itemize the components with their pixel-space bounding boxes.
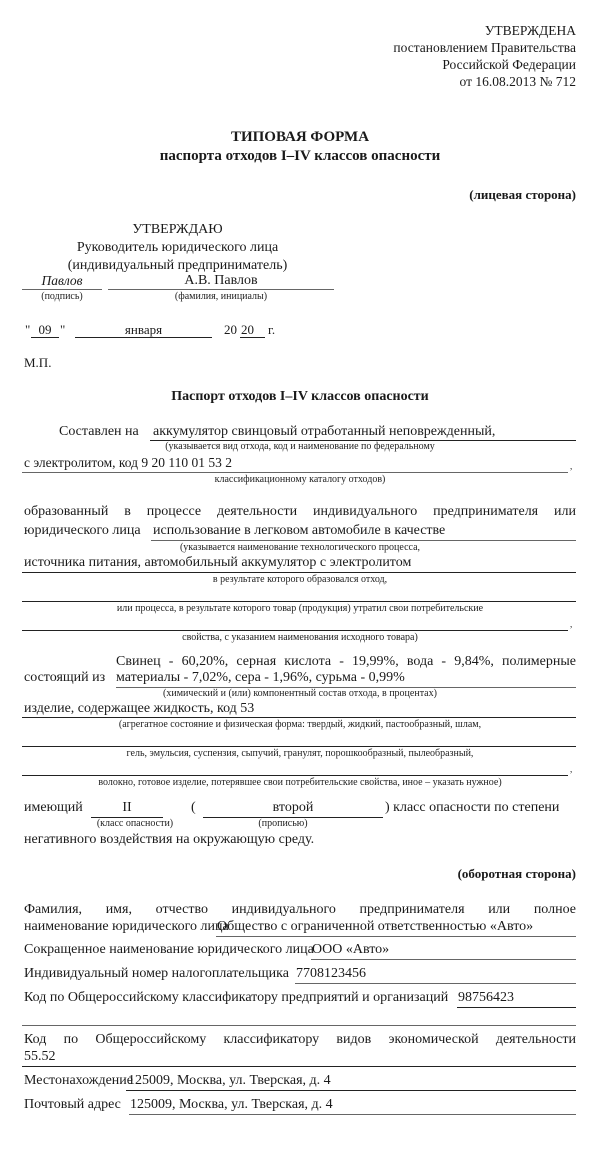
formed-in-hint4: свойства, с указанием наименования исходного товара) — [182, 632, 418, 643]
composed-for-label: Составлен на — [59, 424, 139, 439]
date-day-underline — [31, 337, 59, 338]
hazard-line2: негативного воздействия на окружающую среду. — [24, 832, 315, 847]
date-month-field[interactable]: января — [124, 322, 163, 337]
composed-for-hint1: (указывается вид отхода, код и наименование по федеральному — [165, 441, 435, 452]
approver-name-underline — [108, 289, 334, 290]
passport-title: Паспорт отходов I–IV классов опасности — [171, 389, 429, 404]
formed-in-hint2: в результате которого образовался отход, — [212, 574, 388, 585]
date-month-underline — [75, 337, 212, 338]
org-location-label: Местонахождение — [24, 1073, 134, 1088]
aggregate-state-comma: , — [570, 764, 573, 774]
date-day-field[interactable]: 09 — [38, 322, 52, 337]
hazard-words-caption: (прописью) — [258, 818, 308, 829]
formed-in-underline2 — [22, 572, 576, 573]
org-full-name-underline — [216, 936, 576, 937]
composed-for-value-line1[interactable]: аккумулятор свинцовый отработанный неповрежденный, — [153, 424, 496, 439]
org-okved-field[interactable]: 55.52 — [24, 1049, 56, 1064]
date-year-field[interactable]: 20 — [241, 322, 254, 337]
org-full-name-text: Фамилия, имя, отчество индивидуального предпринимателя или полное — [24, 902, 576, 917]
org-okved-label: Код по Общероссийскому классификатору видов экономической деятельности — [24, 1032, 576, 1047]
composed-for-value-line2[interactable]: с электролитом, код 9 20 110 01 53 2 — [24, 455, 232, 470]
composition-value-line1[interactable]: Свинец - 60,20%, серная кислота - 19,99%, вода - 9,84%, полимерные — [116, 654, 576, 669]
aggregate-state-hint3: волокно, готовое изделие, потерявшее свои потребительские свойства, иное – указать нужное) — [98, 777, 502, 788]
org-postal-underline — [129, 1114, 576, 1115]
org-inn-label: Индивидуальный номер налогоплательщика — [24, 966, 289, 981]
date-year-prefix: 20 — [224, 322, 237, 337]
org-postal-field[interactable]: 125009, Москва, ул. Тверская, д. 4 — [130, 1097, 333, 1112]
formed-in-hint3: или процесса, в результате которого товар (продукция) утратил свои потребительские — [116, 603, 484, 614]
formed-in-underline1 — [151, 540, 576, 541]
approver-name-field[interactable]: А.В. Павлов — [184, 273, 258, 288]
formed-in-underline4[interactable] — [22, 630, 568, 631]
date-quote-open: " — [25, 322, 31, 337]
composition-label: состоящий из — [24, 670, 106, 685]
form-title-line2: паспорта отходов I–IV классов опасности — [159, 148, 441, 164]
org-postal-label: Почтовый адрес — [24, 1097, 121, 1112]
aggregate-state-hint1: (агрегатное состояние и физическая форма: твердый, жидкий, пастообразный, шлам, — [118, 719, 482, 730]
org-short-name-underline — [311, 959, 576, 960]
form-title-line1: ТИПОВАЯ ФОРМА — [230, 129, 370, 145]
approver-role-line2: (индивидуальный предприниматель) — [67, 258, 288, 273]
approval-header — [393, 22, 576, 90]
composed-for-underline2 — [22, 472, 568, 473]
approver-block — [20, 221, 335, 275]
approval-date-number: от 16.08.2013 № 712 — [459, 74, 576, 89]
composition-value-line2[interactable]: материалы - 7,02%, сера - 1,96%, сурьма - 0,99% — [116, 670, 405, 685]
aggregate-state-hint2: гель, эмульсия, суспензия, сыпучий, гранулят, порошкообразный, пылеобразный, — [126, 748, 474, 759]
composed-for-hint2: классификационному каталогу отходов) — [214, 474, 386, 485]
date-year-underline — [240, 337, 265, 338]
approval-decree: постановлением Правительства — [393, 40, 576, 55]
org-okved-underline — [22, 1066, 576, 1067]
hazard-label-before: имеющий — [24, 800, 83, 815]
aggregate-state-underline1 — [22, 717, 576, 718]
hazard-class-caption: (класс опасности) — [96, 818, 174, 829]
composed-for-comma: , — [570, 461, 573, 471]
aggregate-state-underline3[interactable] — [22, 775, 568, 776]
formed-in-value-line2[interactable]: источника питания, автомобильный аккумулятор с электролитом — [24, 555, 412, 570]
form-title — [0, 128, 600, 166]
stamp-label: М.П. — [24, 355, 52, 370]
formed-in-text-line1: образованный в процессе деятельности индивидуального предпринимателя или — [24, 504, 576, 519]
org-okpo-label: Код по Общероссийскому классификатору предприятий и организаций — [24, 990, 449, 1005]
formed-in-hint1: (указывается наименование технологического процесса, — [179, 542, 421, 553]
org-short-name-label: Сокращенное наименование юридического лица — [24, 942, 314, 957]
formed-in-comma: , — [570, 619, 573, 629]
org-okpo-field[interactable]: 98756423 — [458, 990, 514, 1005]
front-side-label: (лицевая сторона) — [469, 187, 576, 202]
signature-caption: (подпись) — [41, 291, 83, 302]
org-inn-field[interactable]: 7708123456 — [296, 966, 366, 981]
org-full-name-field[interactable]: Общество с ограниченной ответственностью «Авто» — [217, 919, 534, 934]
approver-role-line1: Руководитель юридического лица — [76, 240, 279, 255]
back-side-label: (оборотная сторона) — [457, 866, 576, 881]
org-location-field[interactable]: 125009, Москва, ул. Тверская, д. 4 — [128, 1073, 331, 1088]
approver-heading: УТВЕРЖДАЮ — [132, 222, 223, 237]
hazard-words-field[interactable]: второй — [272, 800, 314, 815]
hazard-class-field[interactable]: II — [122, 800, 132, 815]
approval-government: Российской Федерации — [442, 57, 576, 72]
formed-in-underline3[interactable] — [22, 601, 576, 602]
aggregate-state-value[interactable]: изделие, содержащее жидкость, код 53 — [24, 701, 255, 716]
org-blank-underline[interactable] — [22, 1025, 576, 1026]
hazard-paren-open: ( — [191, 800, 196, 815]
org-short-name-field[interactable]: ООО «Авто» — [312, 942, 390, 957]
approval-status: УТВЕРЖДЕНА — [484, 23, 576, 38]
org-inn-underline — [295, 983, 576, 984]
org-location-underline — [126, 1090, 576, 1091]
composition-hint: (химический и (или) компонентный состав отхода, в процентах) — [163, 688, 437, 699]
signature-field[interactable]: Павлов — [41, 273, 83, 288]
signature-underline — [22, 289, 102, 290]
formed-in-value-line1[interactable]: использование в легковом автомобиле в качестве — [153, 523, 446, 538]
org-full-name-label: наименование юридического лица — [24, 919, 229, 934]
hazard-label-after: ) класс опасности по степени — [385, 800, 560, 815]
date-year-unit: г. — [268, 322, 276, 337]
aggregate-state-underline2[interactable] — [22, 746, 576, 747]
org-okpo-underline — [457, 1007, 576, 1008]
formed-in-label: юридического лица — [24, 523, 141, 538]
approver-name-caption: (фамилия, инициалы) — [174, 291, 268, 302]
date-quote-close: " — [60, 322, 66, 337]
